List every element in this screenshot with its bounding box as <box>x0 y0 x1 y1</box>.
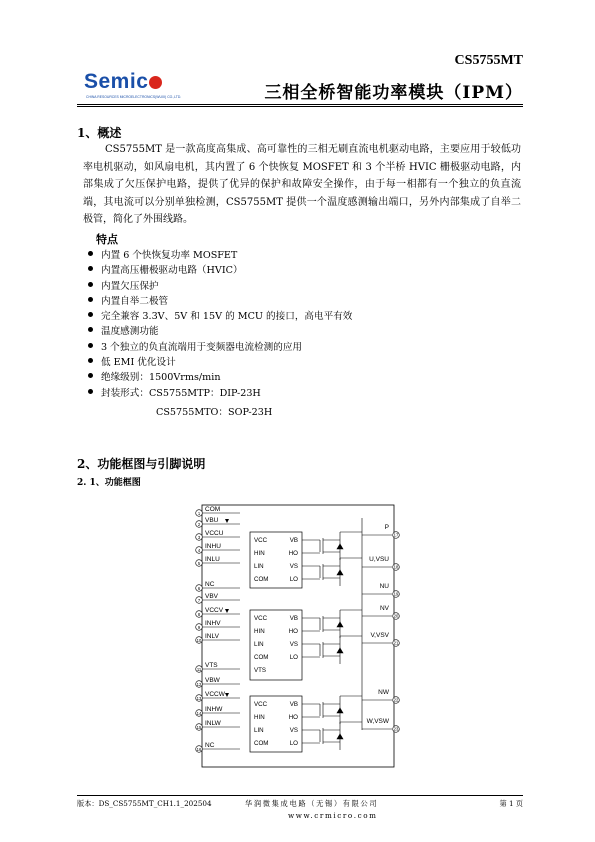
pin-number: 21 <box>393 640 399 646</box>
body-diode-icon <box>337 622 343 627</box>
hvic-pin-label: HIN <box>254 628 265 635</box>
pin-label: W,VSW <box>366 718 389 725</box>
footer-page: 第 1 页 <box>499 799 523 808</box>
pin-number: 13 <box>196 695 202 701</box>
hvic-pin-label: LO <box>289 576 298 583</box>
bullet-icon <box>88 266 93 271</box>
hvic-pin-label: VS <box>289 563 298 570</box>
body-diode-icon <box>337 708 343 713</box>
hvic-pin-label: VCC <box>254 615 268 622</box>
section-1-heading: 1、概述 <box>77 126 122 140</box>
pin-number: 17 <box>393 532 399 538</box>
part-number: CS5755MT <box>454 53 523 68</box>
feature-text: 封装形式：CS5755MTP：DIP-23H <box>101 387 261 399</box>
doc-title: 三相全桥智能功率模块（IPM） <box>264 83 523 103</box>
footer-version: 版本：DS_CS5755MT_CH1.1_202504 <box>77 799 212 808</box>
bullet-icon <box>88 327 93 332</box>
pin-number: 2 <box>197 521 201 527</box>
hvic-pin-label: VCC <box>254 537 268 544</box>
section-2-heading: 2、功能框图与引脚说明 <box>77 457 206 471</box>
feature-text: 3 个独立的负直流端用于变频器电流检测的应用 <box>101 341 303 353</box>
feature-item <box>88 324 352 339</box>
pin-number: 12 <box>196 681 202 687</box>
feature-item <box>88 309 352 324</box>
pin-label: INHV <box>205 620 221 627</box>
body-diode-icon <box>337 570 343 575</box>
feature-text: 内置欠压保护 <box>101 280 159 292</box>
logo-tagline: CHINA RESOURCES MICROELECTRONICS(WUXI) CO.,LTD. <box>86 95 182 99</box>
pin-number: 8 <box>197 611 201 617</box>
body-diode-icon <box>337 734 343 739</box>
hvic-pin-label: VTS <box>254 667 267 674</box>
footer-website: www.crmicro.com <box>288 811 378 820</box>
feature-item <box>88 294 352 309</box>
pin-label: COM <box>205 506 221 513</box>
feature-item <box>88 370 352 385</box>
pin-number: 16 <box>196 746 202 752</box>
hvic-pin-label: VS <box>289 641 298 648</box>
features-title: 特点 <box>96 233 118 246</box>
pin-label: VBW <box>205 677 220 684</box>
semico-logo <box>84 70 180 100</box>
pin-number: 3 <box>197 534 201 540</box>
pin-label: VBV <box>205 593 219 600</box>
hvic-pin-label: HIN <box>254 714 265 721</box>
pin-number: 20 <box>393 613 399 619</box>
feature-item <box>88 340 352 355</box>
pin-number: 4 <box>197 547 201 553</box>
pin-number: 11 <box>196 666 202 672</box>
pin-label: VCCU <box>205 530 224 537</box>
function-block-diagram <box>192 500 404 785</box>
feature-item <box>88 263 352 278</box>
section-2-1-heading: 2. 1、功能框图 <box>77 478 141 488</box>
feature-item <box>88 248 352 263</box>
feature-item <box>88 279 352 294</box>
bullet-icon <box>88 358 93 363</box>
pin-label: INHU <box>205 543 221 550</box>
body-diode-icon <box>337 544 343 549</box>
body-diode-icon <box>337 648 343 653</box>
bullet-icon <box>88 373 93 378</box>
pin-label: NC <box>205 581 215 588</box>
hvic-pin-label: VB <box>289 701 298 708</box>
pin-number: 19 <box>393 591 399 597</box>
feature-text: 完全兼容 3.3V、5V 和 15V 的 MCU 的接口，高电平有效 <box>101 311 353 323</box>
pin-label: U,VSU <box>369 556 389 563</box>
hvic-pin-label: LIN <box>254 727 264 734</box>
pin-number: 15 <box>196 724 202 730</box>
bootstrap-diode-icon <box>225 693 229 697</box>
hvic-pin-label: HO <box>288 628 298 635</box>
pin-label: VCCV <box>205 607 224 614</box>
hvic-pin-label: HO <box>288 550 298 557</box>
feature-item <box>88 386 352 401</box>
pin-number: 1 <box>197 510 201 516</box>
bootstrap-diode-icon <box>225 519 229 523</box>
bullet-icon <box>88 343 93 348</box>
feature-text: 内置 6 个快恢复功率 MOSFET <box>101 250 238 261</box>
bullet-icon <box>88 389 93 394</box>
pin-number: 18 <box>393 564 399 570</box>
hvic-pin-label: LO <box>289 654 298 661</box>
bullet-icon <box>88 251 93 256</box>
hvic-pin-label: VS <box>289 727 298 734</box>
header-rule <box>77 104 523 105</box>
logo-dot <box>149 76 162 89</box>
hvic-pin-label: LO <box>289 740 298 747</box>
intro-paragraph: CS5755MT 是一款高度高集成、高可靠性的三相无刷直流电机驱动电路，主要应用于较低功率电机驱动，如风扇电机，其内置了 6 个快恢复 MOSFET 和 3 个半桥 HVIC 栅极驱动电路，内部集成了欠压保护电路，提供了优异的保护和故障安全操作，由于每一相都有一个独立的负直流端，其电流可以分别单独检测，CS5755MT 提供一个温度感测输出端口，另外内部集成了自举二极管，简化了外围线路。 <box>83 144 521 225</box>
footer-rule <box>77 795 523 796</box>
pin-label: VCCW <box>205 691 225 698</box>
pin-label: INLV <box>205 633 219 640</box>
feature-text: 内置自举二极管 <box>101 295 169 307</box>
hvic-pin-label: HIN <box>254 550 265 557</box>
pin-number: 5 <box>197 560 201 566</box>
pin-number: 23 <box>393 726 399 732</box>
pin-label: INLW <box>205 720 221 727</box>
hvic-pin-label: VCC <box>254 701 268 708</box>
pin-label: VTS <box>205 662 218 669</box>
bullet-icon <box>88 282 93 287</box>
hvic-pin-label: HO <box>288 714 298 721</box>
pin-label: NV <box>379 605 389 612</box>
hvic-pin-label: COM <box>254 740 269 747</box>
bullet-icon <box>88 312 93 317</box>
pin-label: NU <box>379 583 389 590</box>
feature-item <box>88 355 352 370</box>
bootstrap-diode-icon <box>225 609 229 613</box>
feature-text: 绝缘级别：1500Vrms/min <box>101 372 221 384</box>
pin-label: NC <box>205 742 215 749</box>
pin-number: 7 <box>197 597 201 603</box>
hvic-pin-label: VB <box>289 615 298 622</box>
pin-number: 10 <box>196 637 202 643</box>
hvic-pin-label: LIN <box>254 563 264 570</box>
pin-label: P <box>384 524 389 531</box>
pin-label: V,VSV <box>370 632 389 639</box>
feature-text: 低 EMI 优化设计 <box>101 357 176 369</box>
footer-company: 华润微集成电路（无锡）有限公司 <box>245 799 379 808</box>
feature-text: 温度感测功能 <box>101 326 159 338</box>
bullet-icon <box>88 297 93 302</box>
hvic-pin-label: LIN <box>254 641 264 648</box>
package-line-2: CS5755MTO：SOP-23H <box>156 407 273 418</box>
pin-label: INLU <box>205 556 220 563</box>
pin-number: 9 <box>197 624 201 630</box>
feature-text: 内置高压栅极驱动电路（HVIC） <box>101 265 243 277</box>
pin-number: 22 <box>393 697 399 703</box>
pin-label: INHW <box>205 706 223 713</box>
hvic-pin-label: COM <box>254 576 269 583</box>
pin-label: VBU <box>205 517 219 524</box>
pin-label: NW <box>378 689 389 696</box>
pin-number: 6 <box>197 585 201 591</box>
header-rule-2 <box>77 106 523 107</box>
pin-number: 14 <box>196 710 202 716</box>
features-list <box>88 248 352 401</box>
hvic-pin-label: COM <box>254 654 269 661</box>
logo-text: Semic <box>84 70 149 93</box>
hvic-pin-label: VB <box>289 537 298 544</box>
